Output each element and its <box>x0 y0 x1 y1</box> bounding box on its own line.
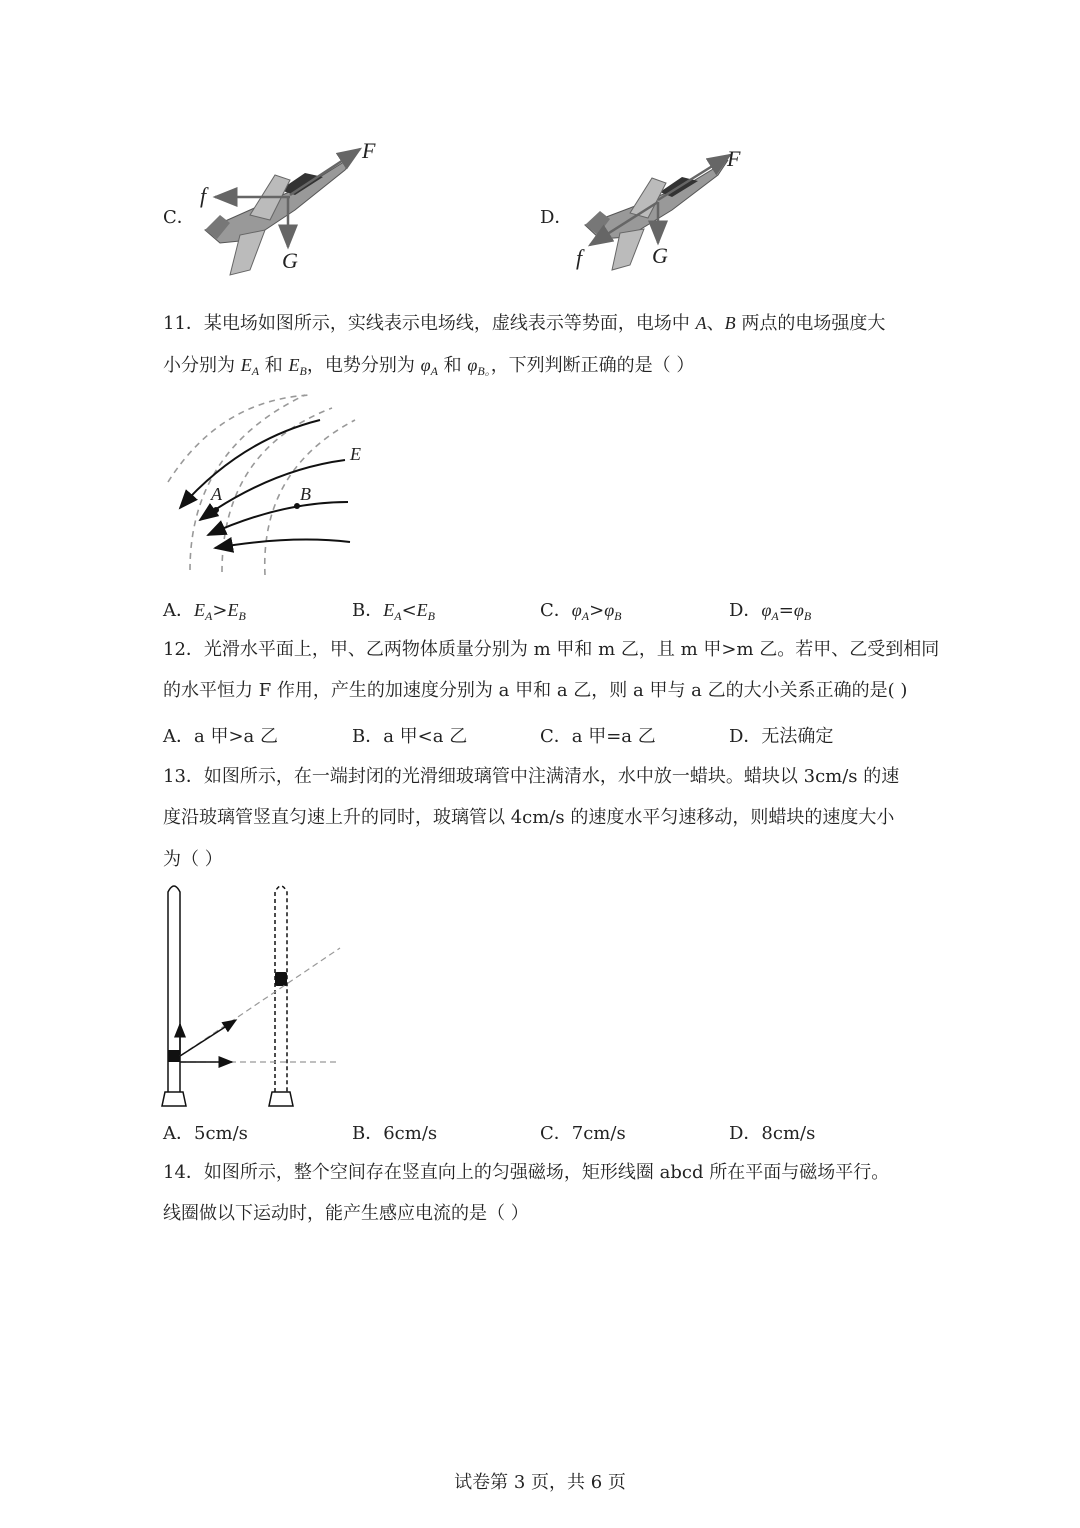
force-G-label-d: G <box>652 243 668 268</box>
force-f-label: f <box>200 183 207 208</box>
q13-option-b[interactable]: B．6cm/s <box>352 1123 438 1144</box>
q11-option-c[interactable]: C．$\varphi_A>\varphi_B$ <box>540 600 622 623</box>
point-b-label: B <box>300 484 311 504</box>
q14-stem-line2: 线圈做以下运动时，能产生感应电流的是（ ） <box>163 1203 529 1224</box>
force-F-label-d: F <box>727 146 741 171</box>
electric-field-diagram <box>160 390 380 580</box>
point-a-label: A <box>211 484 222 504</box>
force-G-label: G <box>282 248 298 273</box>
q12-option-c[interactable]: C．a 甲=a 乙 <box>540 726 656 747</box>
q13-option-d[interactable]: D．8cm/s <box>729 1123 816 1144</box>
force-F-label: F <box>362 138 376 163</box>
q13-stem-line2: 度沿玻璃管竖直匀速上升的同时，玻璃管以 4cm/s 的速度水平匀速移动，则蜡块的速度大小 <box>163 807 895 828</box>
force-f-label-d: f <box>576 245 583 270</box>
force-f-arrow <box>290 149 360 195</box>
q11-stem-line2: 小分别为 $E_A$ 和 $E_B$，电势分别为 $\varphi_A$ 和 $\varphi_{B。}$，下列判断正确的是（ ） <box>163 355 695 378</box>
jet-icon <box>205 155 355 275</box>
q13-option-c[interactable]: C．7cm/s <box>540 1123 626 1144</box>
wax-block-moved <box>275 972 287 986</box>
q13-stem-line1: 13．如图所示，在一端封闭的光滑细玻璃管中注满清水，水中放一蜡块。蜡块以 3cm/s 的速 <box>163 766 900 787</box>
q13-option-a[interactable]: A．5cm/s <box>163 1123 248 1144</box>
option-d-label: D． <box>540 207 573 228</box>
q12-stem-line1: 12．光滑水平面上，甲、乙两物体质量分别为 m 甲和 m 乙，且 m 甲>m 乙。若甲、乙受到相同 <box>163 639 940 660</box>
q11-stem-line1: 11．某电场如图所示，实线表示电场线，虚线表示等势面，电场中 A、B 两点的电场强度大 <box>163 313 886 334</box>
option-c-label: C． <box>163 207 195 228</box>
resultant-velocity-arrow <box>180 1020 236 1056</box>
q14-stem-line1: 14．如图所示，整个空间存在竖直向上的匀强磁场，矩形线圈 abcd 所在平面与磁场平行。 <box>163 1162 890 1183</box>
wax-block <box>168 1050 180 1062</box>
glass-tube-dashed <box>275 886 287 1092</box>
q12-option-d[interactable]: D．无法确定 <box>729 726 834 747</box>
field-label-e: E <box>350 444 361 464</box>
q13-stem-line3: 为（ ） <box>163 849 223 870</box>
glass-tube-diagram <box>160 878 360 1110</box>
q12-option-a[interactable]: A．a 甲>a 乙 <box>163 726 278 747</box>
q12-option-b[interactable]: B．a 甲<a 乙 <box>352 726 468 747</box>
glass-tube-solid <box>162 886 186 1106</box>
page-footer: 试卷第 3 页，共 6 页 <box>454 1472 626 1493</box>
q11-option-d[interactable]: D．$\varphi_A=\varphi_B$ <box>729 600 812 623</box>
q11-option-b[interactable]: B．$E_A<E_B$ <box>352 600 436 623</box>
q12-stem-line2: 的水平恒力 F 作用，产生的加速度分别为 a 甲和 a 乙，则 a 甲与 a 乙的大小关系正确的是( ) <box>163 680 908 701</box>
point-a <box>213 507 219 513</box>
q11-option-a[interactable]: A．$E_A>E_B$ <box>163 600 246 623</box>
tube-base <box>269 1092 293 1106</box>
